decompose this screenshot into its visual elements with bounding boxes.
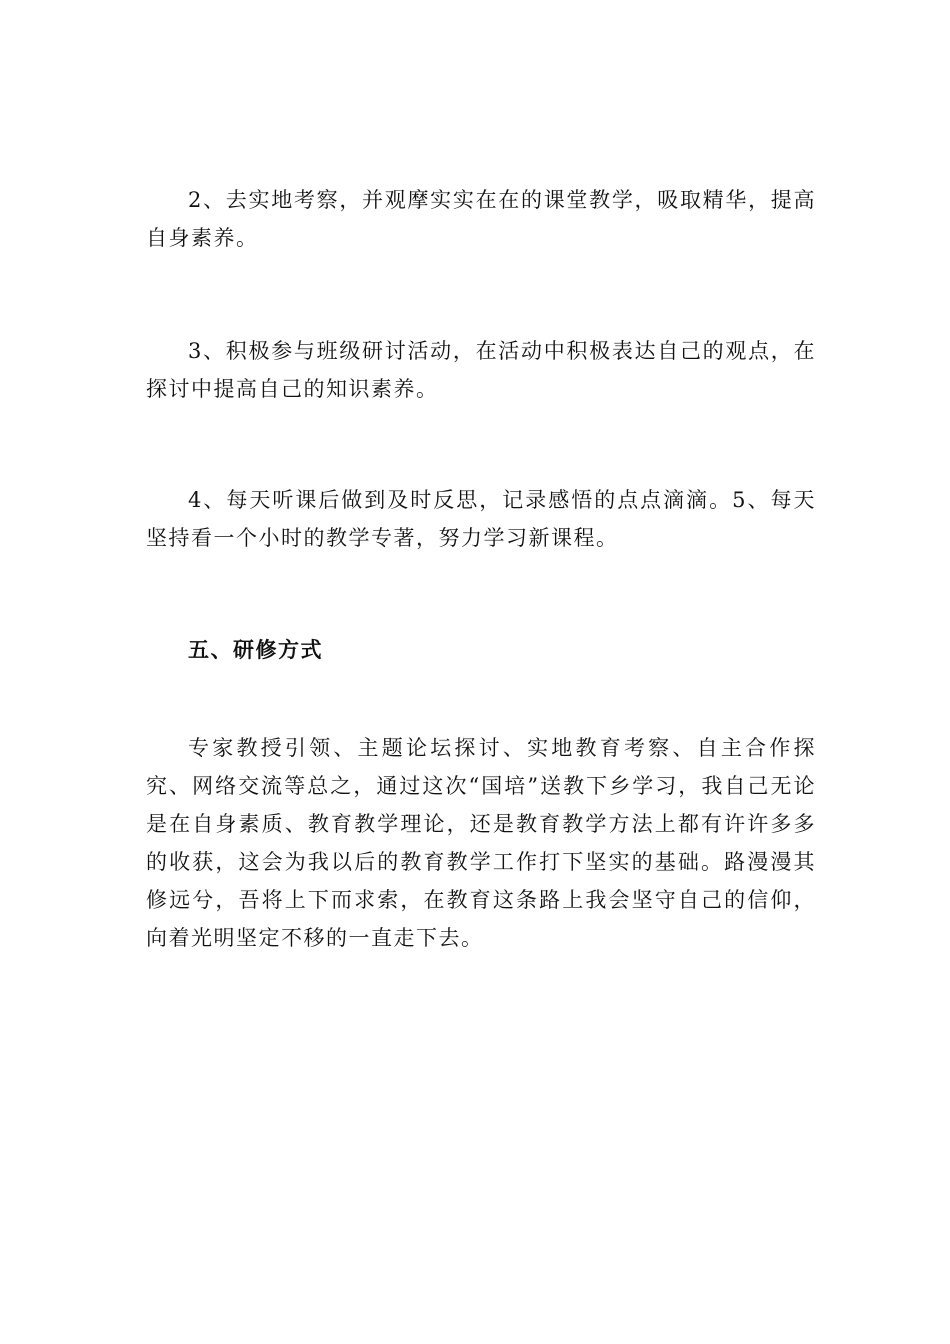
paragraph-research-methods-body: 专家教授引领、主题论坛探讨、实地教育考察、自主合作探究、网络交流等总之，通过这次“国培”送教下乡学习，我自己无论是在自身素质、教育教学理论，还是教育教学方法上都有许许多多的收获，这会为我以后的教育教学工作打下坚实的基础。路漫漫其修远兮，吾将上下而求索，在教育这条路上我会坚守自己的信仰，向着光明坚定不移的一直走下去。 [146, 736, 816, 950]
paragraph-item-4-5: 4、每天听课后做到及时反思，记录感悟的点点滴滴。5、每天坚持看一个小时的教学专著，努力学习新课程。 [146, 488, 816, 550]
section-heading-research-methods: 五、研修方式 [188, 637, 323, 662]
paragraph-item-3: 3、积极参与班级研讨活动，在活动中积极表达自己的观点，在探讨中提高自己的知识素养。 [146, 339, 816, 401]
paragraph-item-2: 2、去实地考察，并观摩实实在在的课堂教学，吸取精华，提高自身素养。 [146, 188, 816, 250]
